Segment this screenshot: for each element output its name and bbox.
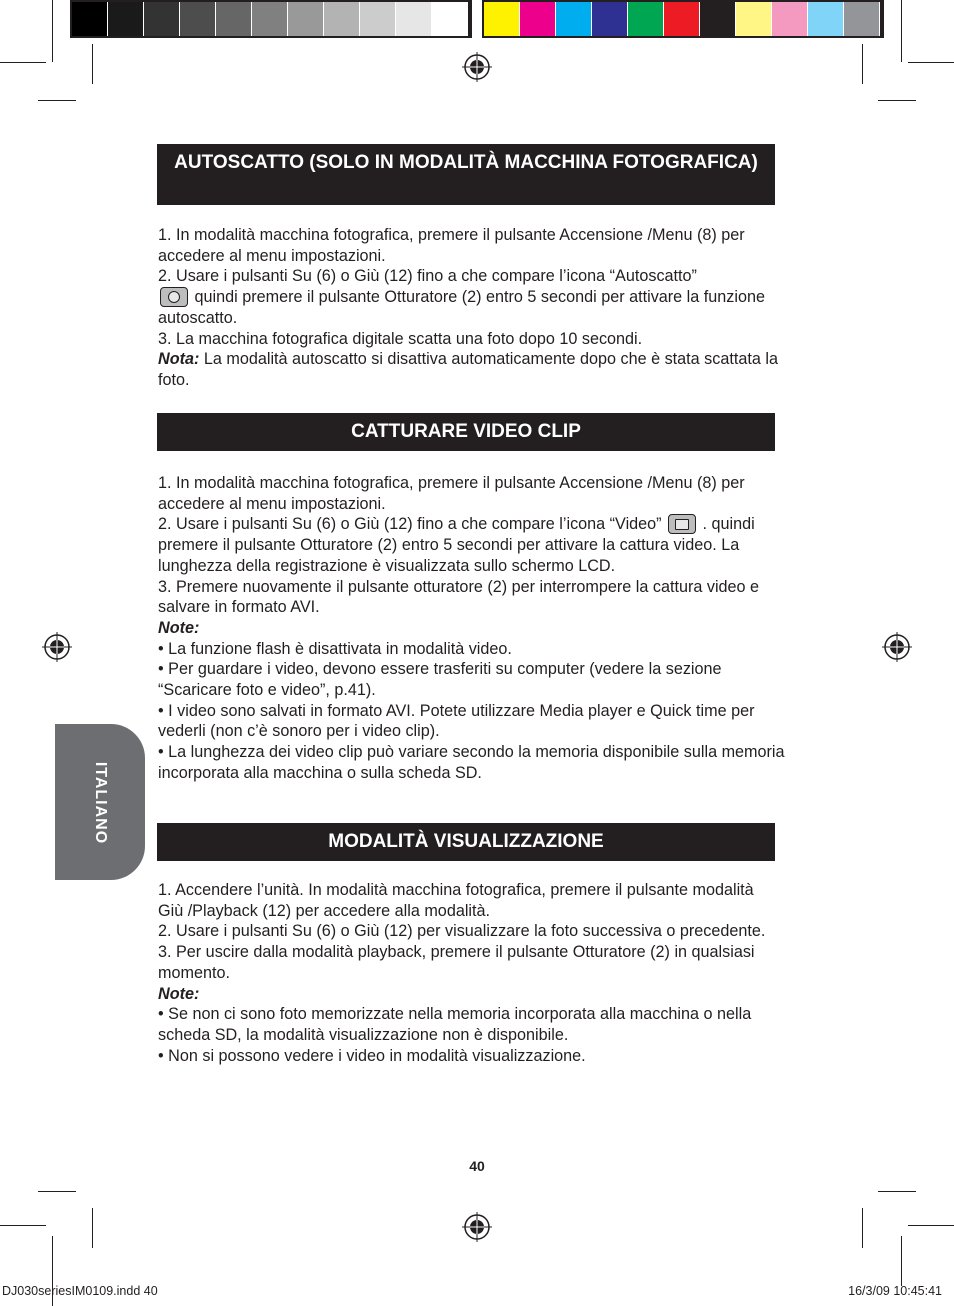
paragraph: 3. Premere nuovamente il pulsante otturatore (2) per interrompere la cattura video e salvare in formato AVI. <box>158 577 760 617</box>
paragraph: 2. Usare i pulsanti Su (6) o Giù (12) fino a che compare l’icona “Autoscatto” quindi premere il pulsante Otturatore (2) entro 5 secondi per attivare la funzione autoscatto. <box>158 267 765 327</box>
color-swatch <box>180 2 216 36</box>
color-swatch <box>360 2 396 36</box>
grayscale-color-bar <box>70 0 472 38</box>
color-swatch <box>700 2 736 36</box>
footer-datetime: 16/3/09 10:45:41 <box>848 1284 942 1298</box>
color-swatch <box>396 2 432 36</box>
page-number: 40 <box>469 1158 485 1174</box>
registration-mark-icon <box>42 632 72 662</box>
color-swatch <box>72 2 108 36</box>
paragraph: 1. In modalità macchina fotografica, premere il pulsante Accensione /Menu (8) per accedere al menu impostazioni. <box>158 474 745 513</box>
color-swatch <box>108 2 144 36</box>
paragraph: 1. In modalità macchina fotografica, premere il pulsante Accensione /Menu (8) per accedere al menu impostazioni. <box>158 226 745 265</box>
section-body-autoscatto <box>158 225 778 391</box>
color-swatch <box>664 2 700 36</box>
color-swatch <box>808 2 844 36</box>
paragraph: 1. Accendere l’unità. In modalità macchina fotografica, premere il pulsante modalità Giù /Playback (12) per accedere alla modalità. <box>158 881 754 920</box>
section-body-video-clip <box>158 473 788 784</box>
registration-mark-icon <box>462 1212 492 1242</box>
color-swatch <box>844 2 880 36</box>
color-swatch <box>736 2 772 36</box>
list-item: • Per guardare i video, devono essere trasferiti su computer (vedere la sezione “Scaricare foto e video”, p.41). <box>158 660 722 700</box>
video-icon <box>668 514 696 534</box>
paragraph: 3. Per uscire dalla modalità playback, premere il pulsante Otturatore (2) in qualsiasi momento. <box>158 943 755 982</box>
section-heading-autoscatto: AUTOSCATTO (SOLO IN MODALITÀ MACCHINA FOTOGRAFICA) <box>157 144 775 205</box>
footer-filename: DJ030seriesIM0109.indd 40 <box>2 1284 158 1298</box>
section-heading-visualizzazione: MODALITÀ VISUALIZZAZIONE <box>157 823 775 861</box>
color-swatch <box>144 2 180 36</box>
paragraph: 2. Usare i pulsanti Su (6) o Giù (12) fino a che compare l’icona “Video” . quindi premere il pulsante Otturatore (2) entro 5 secondi per attivare la cattura video. La lunghezza della registrazione è visualizzata sullo schermo LCD. <box>158 515 755 575</box>
self-timer-icon <box>160 287 188 307</box>
section-body-visualizzazione <box>158 880 773 1066</box>
list-item: • Non si possono vedere i video in modalità visualizzazione. <box>158 1046 586 1065</box>
process-color-bar <box>482 0 884 38</box>
color-swatch <box>772 2 808 36</box>
color-swatch <box>288 2 324 36</box>
color-swatch <box>628 2 664 36</box>
section-heading-video-clip: CATTURARE VIDEO CLIP <box>157 413 775 451</box>
color-swatch <box>556 2 592 36</box>
list-item: • La lunghezza dei video clip può variare secondo la memoria disponibile sulla memoria incorporata alla macchina o sulla scheda SD. <box>158 743 785 782</box>
language-tab-label: ITALIANO <box>92 761 109 845</box>
paragraph: 2. Usare i pulsanti Su (6) o Giù (12) per visualizzare la foto successiva o precedente. <box>158 922 766 941</box>
list-item: • I video sono salvati in formato AVI. Potete utilizzare Media player e Quick time per vederli (non c’è sonoro per i video clip). <box>158 701 755 741</box>
color-swatch <box>432 2 468 36</box>
color-swatch <box>592 2 628 36</box>
color-swatch <box>324 2 360 36</box>
color-swatch <box>252 2 288 36</box>
note-label: Note: <box>158 984 200 1003</box>
note: Nota: La modalità autoscatto si disattiva automaticamente dopo che è stata scattata la foto. <box>158 350 778 389</box>
note-label: Note: <box>158 618 200 637</box>
paragraph: 3. La macchina fotografica digitale scatta una foto dopo 10 secondi. <box>158 329 643 348</box>
registration-mark-icon <box>462 52 492 82</box>
list-item: • Se non ci sono foto memorizzate nella memoria incorporata alla macchina o nella scheda SD, la modalità visualizzazione non è disponibile. <box>158 1005 752 1044</box>
color-swatch <box>520 2 556 36</box>
color-swatch <box>216 2 252 36</box>
list-item: • La funzione flash è disattivata in modalità video. <box>158 639 512 658</box>
registration-mark-icon <box>882 632 912 662</box>
color-swatch <box>484 2 520 36</box>
